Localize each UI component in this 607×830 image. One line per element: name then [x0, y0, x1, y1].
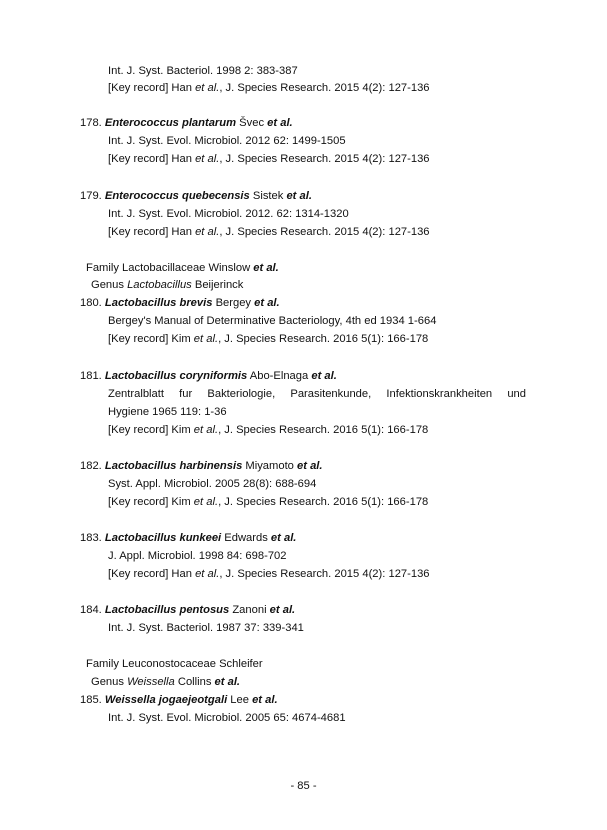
species-entry-185: 185. Weissella jogaejeotgali Lee et al.: [80, 694, 278, 706]
key-record-line: [Key record] Kim et al., J. Species Research. 2016 5(1): 166-178: [108, 424, 429, 436]
family-heading: Family Lactobacillaceae Winslow et al.: [86, 262, 279, 274]
citation-line: Syst. Appl. Microbiol. 2005 28(8): 688-694: [108, 478, 317, 490]
species-entry-179: 179. Enterococcus quebecensis Sistek et al.: [80, 190, 312, 202]
species-entry-183: 183. Lactobacillus kunkeei Edwards et al.: [80, 532, 297, 544]
key-record-line: [Key record] Han et al., J. Species Research. 2015 4(2): 127-136: [108, 568, 430, 580]
citation-line: Int. J. Syst. Evol. Microbiol. 2012. 62: 1314-1320: [108, 208, 349, 220]
key-record-line: [Key record] Han et al., J. Species Research. 2015 4(2): 127-136: [108, 153, 430, 165]
species-entry-181: 181. Lactobacillus coryniformis Abo-Elnaga et al.: [80, 370, 337, 382]
species-entry-180: 180. Lactobacillus brevis Bergey et al.: [80, 297, 280, 309]
key-record-line: [Key record] Han et al., J. Species Research. 2015 4(2): 127-136: [108, 82, 430, 94]
citation-line: Int. J. Syst. Bacteriol. 1987 37: 339-341: [108, 622, 304, 634]
citation-line: J. Appl. Microbiol. 1998 84: 698-702: [108, 550, 287, 562]
citation-line: Bergey's Manual of Determinative Bacteriology, 4th ed 1934 1-664: [108, 315, 437, 327]
citation-line: Int. J. Syst. Bacteriol. 1998 2: 383-387: [108, 65, 298, 77]
species-entry-178: 178. Enterococcus plantarum Švec et al.: [80, 117, 293, 129]
key-record-line: [Key record] Kim et al., J. Species Research. 2016 5(1): 166-178: [108, 333, 429, 345]
species-entry-184: 184. Lactobacillus pentosus Zanoni et al.: [80, 604, 296, 616]
key-record-line: [Key record] Kim et al., J. Species Research. 2016 5(1): 166-178: [108, 496, 429, 508]
genus-heading: Genus Weissella Collins et al.: [91, 676, 241, 688]
citation-line: Int. J. Syst. Evol. Microbiol. 2012 62: 1499-1505: [108, 135, 346, 147]
genus-heading: Genus Lactobacillus Beijerinck: [91, 279, 244, 291]
citation-line: Hygiene 1965 119: 1-36: [108, 406, 227, 418]
citation-line: Int. J. Syst. Evol. Microbiol. 2005 65: 4674-4681: [108, 712, 346, 724]
family-heading: Family Leuconostocaceae Schleifer: [86, 658, 263, 670]
page-number: - 85 -: [290, 780, 317, 792]
species-entry-182: 182. Lactobacillus harbinensis Miyamoto et al.: [80, 460, 323, 472]
citation-line: Zentralblatt fur Bakteriologie, Parasitenkunde, Infektionskrankheiten und: [108, 388, 526, 400]
key-record-line: [Key record] Han et al., J. Species Research. 2015 4(2): 127-136: [108, 226, 430, 238]
